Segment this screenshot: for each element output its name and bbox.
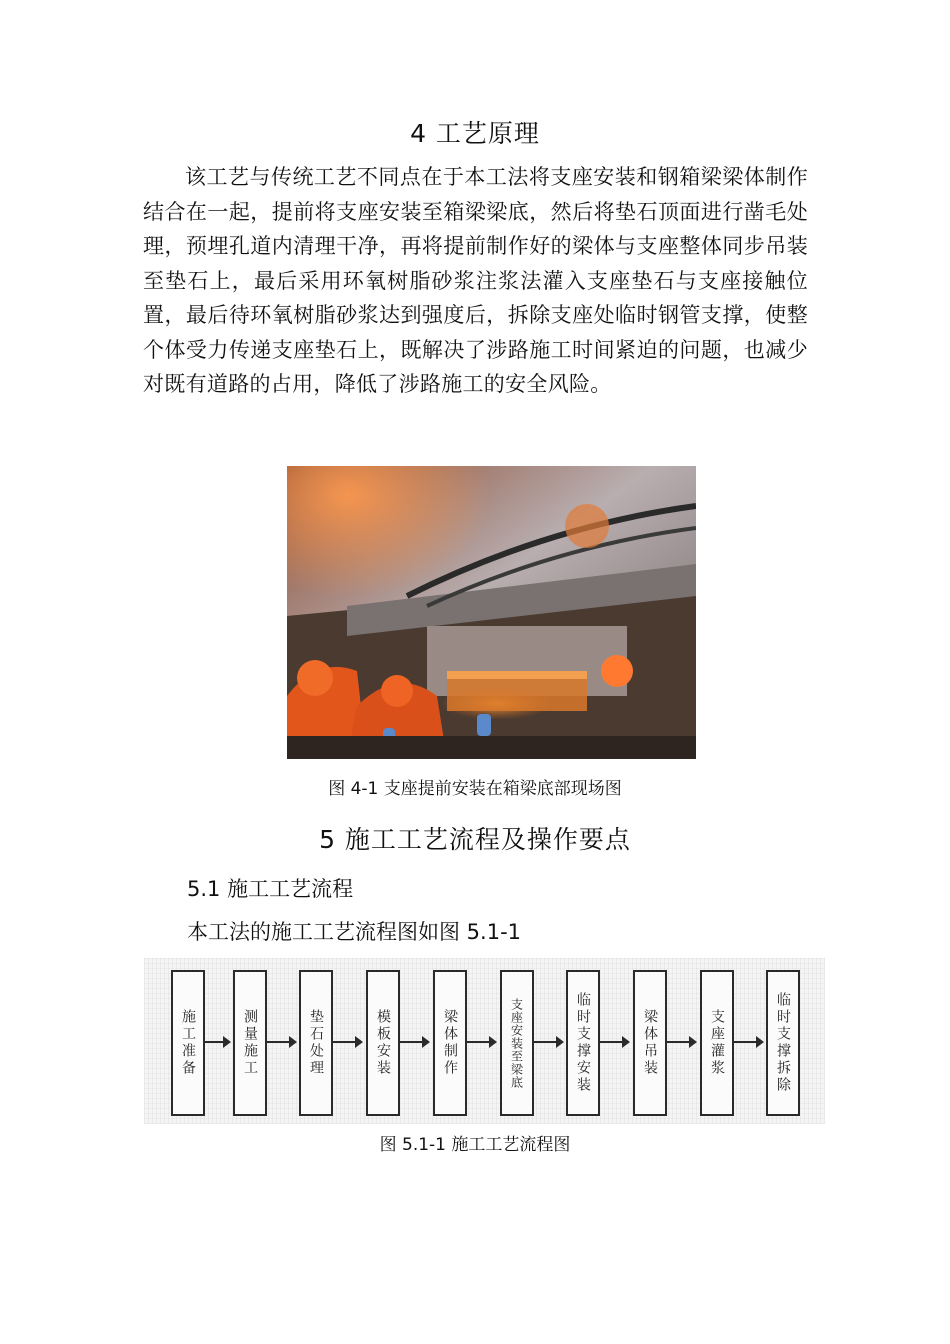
flowchart-intro: 本工法的施工工艺流程图如图 5.1-1 bbox=[187, 920, 522, 944]
flow-arrow bbox=[734, 1041, 762, 1043]
section4-paragraph: 该工艺与传统工艺不同点在于本工法将支座安装和钢箱梁梁体制作结合在一起，提前将支座安装至箱梁梁底，然后将垫石顶面进行凿毛处理，预埋孔道内清理干净，再将提前制作好的梁体与支座整体同步吊装至垫石上，最后采用环氧树脂砂浆注浆法灌入支座垫石与支座接触位置，最后待环氧树脂砂浆达到强度后，拆除支座处临时钢管支撑，使整个体受力传递支座垫石上，既解决了涉路施工时间紧迫的问题，也减少对既有道路的占用，降低了涉路施工的安全风险。 bbox=[143, 165, 808, 396]
flow-step: 施工准备 bbox=[171, 970, 205, 1116]
flow-arrow bbox=[267, 1041, 295, 1043]
section4-title: 4 工艺原理 bbox=[410, 119, 540, 148]
bearing-installation-photo bbox=[287, 466, 696, 759]
flow-arrow bbox=[333, 1041, 361, 1043]
flow-arrow bbox=[534, 1041, 562, 1043]
flow-arrow bbox=[467, 1041, 495, 1043]
flow-arrow bbox=[667, 1041, 695, 1043]
flow-arrow bbox=[205, 1041, 229, 1043]
construction-flowchart bbox=[144, 958, 825, 1124]
figure-4-1-caption: 图 4-1 支座提前安装在箱梁底部现场图 bbox=[328, 779, 622, 799]
flow-arrow bbox=[600, 1041, 628, 1043]
flow-step: 模板安装 bbox=[366, 970, 400, 1116]
flow-step: 测量施工 bbox=[233, 970, 267, 1116]
flow-step: 梁体吊装 bbox=[633, 970, 667, 1116]
flow-step: 临时支撑安装 bbox=[566, 970, 600, 1116]
flow-step: 梁体制作 bbox=[433, 970, 467, 1116]
subsection-5-1-title: 5.1 施工工艺流程 bbox=[187, 877, 354, 901]
flow-step: 垫石处理 bbox=[299, 970, 333, 1116]
section5-title: 5 施工工艺流程及操作要点 bbox=[319, 825, 631, 854]
flow-arrow bbox=[400, 1041, 428, 1043]
figure-5-1-1-caption: 图 5.1-1 施工工艺流程图 bbox=[379, 1135, 571, 1155]
flow-step: 临时支撑拆除 bbox=[766, 970, 800, 1116]
flow-step: 支座安装至梁底 bbox=[500, 970, 534, 1116]
flow-step: 支座灌浆 bbox=[700, 970, 734, 1116]
